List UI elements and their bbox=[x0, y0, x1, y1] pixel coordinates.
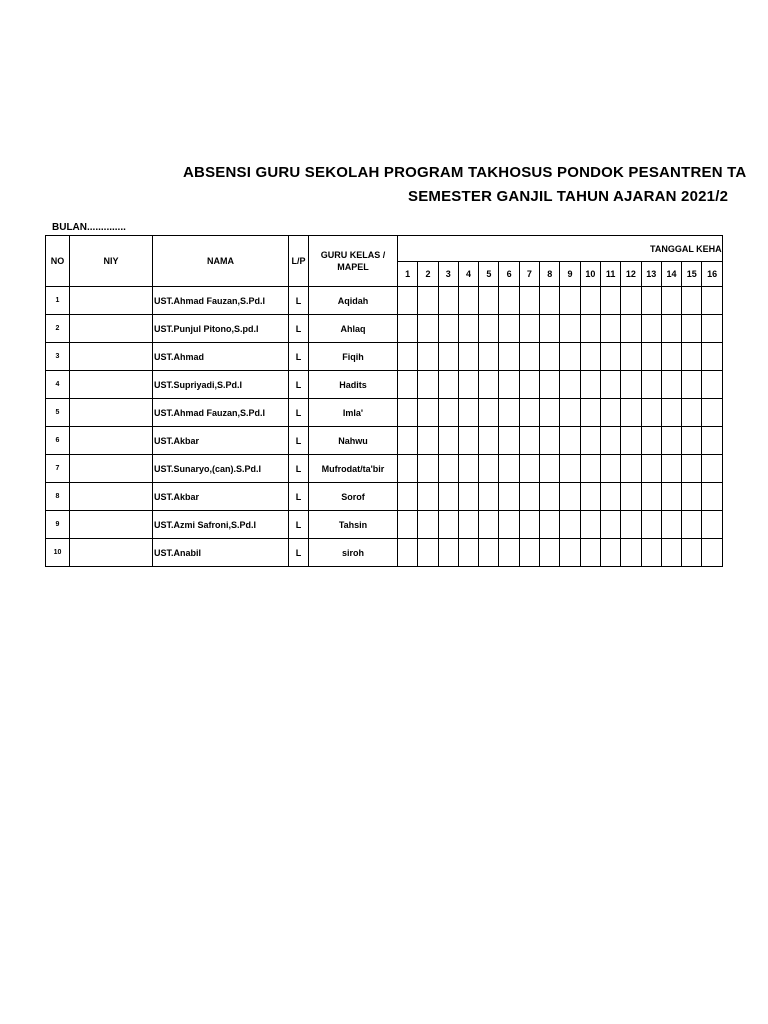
attendance-cell[interactable] bbox=[621, 399, 641, 427]
attendance-cell[interactable] bbox=[398, 427, 418, 455]
attendance-cell[interactable] bbox=[479, 511, 499, 539]
day-header: 12 bbox=[621, 262, 641, 287]
table-row bbox=[46, 483, 723, 511]
attendance-cell[interactable] bbox=[479, 315, 499, 343]
niy-cell bbox=[70, 511, 153, 539]
day-header: 15 bbox=[682, 262, 702, 287]
row-number: 10 bbox=[46, 539, 70, 567]
attendance-cell[interactable] bbox=[499, 343, 519, 371]
day-header: 2 bbox=[418, 262, 438, 287]
attendance-cell[interactable] bbox=[641, 427, 661, 455]
attendance-cell[interactable] bbox=[519, 427, 539, 455]
niy-cell bbox=[70, 315, 153, 343]
attendance-cell[interactable] bbox=[560, 427, 580, 455]
attendance-cell[interactable] bbox=[519, 315, 539, 343]
attendance-cell[interactable] bbox=[519, 343, 539, 371]
attendance-cell[interactable] bbox=[641, 287, 661, 315]
attendance-cell[interactable] bbox=[458, 511, 478, 539]
attendance-cell[interactable] bbox=[560, 343, 580, 371]
attendance-cell[interactable] bbox=[560, 315, 580, 343]
attendance-cell[interactable] bbox=[499, 511, 519, 539]
teacher-name: UST.Punjul Pitono,S.pd.I bbox=[153, 315, 289, 343]
attendance-cell[interactable] bbox=[458, 399, 478, 427]
gender-cell: L bbox=[289, 539, 309, 567]
attendance-cell[interactable] bbox=[458, 483, 478, 511]
teacher-name: UST.Akbar bbox=[153, 427, 289, 455]
attendance-cell[interactable] bbox=[499, 371, 519, 399]
header-no: NO bbox=[46, 236, 70, 287]
table-row bbox=[46, 455, 723, 483]
attendance-cell[interactable] bbox=[398, 539, 418, 567]
teacher-name: UST.Akbar bbox=[153, 483, 289, 511]
attendance-cell[interactable] bbox=[398, 483, 418, 511]
attendance-cell[interactable] bbox=[661, 315, 681, 343]
row-number: 1 bbox=[46, 287, 70, 315]
attendance-cell[interactable] bbox=[661, 539, 681, 567]
attendance-cell[interactable] bbox=[458, 427, 478, 455]
attendance-cell[interactable] bbox=[519, 483, 539, 511]
attendance-cell[interactable] bbox=[661, 343, 681, 371]
attendance-cell[interactable] bbox=[499, 315, 519, 343]
attendance-cell[interactable] bbox=[682, 483, 702, 511]
attendance-cell[interactable] bbox=[580, 427, 600, 455]
attendance-cell[interactable] bbox=[418, 455, 438, 483]
attendance-cell[interactable] bbox=[540, 455, 560, 483]
attendance-cell[interactable] bbox=[438, 427, 458, 455]
attendance-cell[interactable] bbox=[702, 511, 722, 539]
attendance-cell[interactable] bbox=[418, 483, 438, 511]
attendance-cell[interactable] bbox=[682, 343, 702, 371]
attendance-cell[interactable] bbox=[519, 371, 539, 399]
attendance-cell[interactable] bbox=[600, 399, 620, 427]
attendance-cell[interactable] bbox=[641, 399, 661, 427]
header-guru-kelas: GURU KELAS / MAPEL bbox=[309, 236, 398, 287]
attendance-cell[interactable] bbox=[641, 483, 661, 511]
day-header: 4 bbox=[458, 262, 478, 287]
gender-cell: L bbox=[289, 483, 309, 511]
attendance-cell[interactable] bbox=[621, 511, 641, 539]
gender-cell: L bbox=[289, 371, 309, 399]
teacher-name: UST.Ahmad bbox=[153, 343, 289, 371]
attendance-cell[interactable] bbox=[418, 287, 438, 315]
gender-cell: L bbox=[289, 343, 309, 371]
attendance-cell[interactable] bbox=[560, 483, 580, 511]
attendance-cell[interactable] bbox=[580, 399, 600, 427]
row-number: 5 bbox=[46, 399, 70, 427]
header-lp: L/P bbox=[289, 236, 309, 287]
attendance-cell[interactable] bbox=[560, 539, 580, 567]
attendance-cell[interactable] bbox=[661, 287, 681, 315]
attendance-cell[interactable] bbox=[702, 315, 722, 343]
attendance-cell[interactable] bbox=[458, 287, 478, 315]
attendance-cell[interactable] bbox=[621, 539, 641, 567]
table-row bbox=[46, 287, 723, 315]
niy-cell bbox=[70, 427, 153, 455]
attendance-cell[interactable] bbox=[600, 455, 620, 483]
attendance-cell[interactable] bbox=[621, 455, 641, 483]
attendance-cell[interactable] bbox=[540, 539, 560, 567]
attendance-cell[interactable] bbox=[682, 315, 702, 343]
attendance-cell[interactable] bbox=[580, 455, 600, 483]
attendance-cell[interactable] bbox=[682, 371, 702, 399]
attendance-cell[interactable] bbox=[479, 287, 499, 315]
attendance-cell[interactable] bbox=[458, 343, 478, 371]
attendance-cell[interactable] bbox=[519, 399, 539, 427]
attendance-cell[interactable] bbox=[600, 511, 620, 539]
attendance-cell[interactable] bbox=[702, 539, 722, 567]
row-number: 4 bbox=[46, 371, 70, 399]
attendance-cell[interactable] bbox=[560, 287, 580, 315]
month-label: BULAN.............. bbox=[52, 222, 126, 233]
attendance-cell[interactable] bbox=[458, 455, 478, 483]
teacher-name: UST.Azmi Safroni,S.Pd.I bbox=[153, 511, 289, 539]
attendance-cell[interactable] bbox=[519, 539, 539, 567]
subject-cell: Mufrodat/ta'bir bbox=[309, 455, 398, 483]
day-header: 7 bbox=[519, 262, 539, 287]
attendance-cell[interactable] bbox=[621, 483, 641, 511]
attendance-cell[interactable] bbox=[580, 315, 600, 343]
day-header: 16 bbox=[702, 262, 722, 287]
subject-cell: Ahlaq bbox=[309, 315, 398, 343]
attendance-cell[interactable] bbox=[682, 399, 702, 427]
subject-cell: Fiqih bbox=[309, 343, 398, 371]
attendance-table bbox=[45, 235, 723, 567]
attendance-cell[interactable] bbox=[580, 287, 600, 315]
attendance-cell[interactable] bbox=[458, 539, 478, 567]
attendance-cell[interactable] bbox=[641, 315, 661, 343]
attendance-cell[interactable] bbox=[600, 539, 620, 567]
gender-cell: L bbox=[289, 287, 309, 315]
table-body bbox=[46, 287, 723, 567]
attendance-cell[interactable] bbox=[661, 371, 681, 399]
attendance-cell[interactable] bbox=[418, 343, 438, 371]
day-header: 14 bbox=[661, 262, 681, 287]
attendance-cell[interactable] bbox=[560, 455, 580, 483]
table-row bbox=[46, 511, 723, 539]
attendance-cell[interactable] bbox=[540, 315, 560, 343]
gender-cell: L bbox=[289, 427, 309, 455]
day-header: 8 bbox=[540, 262, 560, 287]
attendance-cell[interactable] bbox=[661, 511, 681, 539]
attendance-cell[interactable] bbox=[398, 511, 418, 539]
attendance-cell[interactable] bbox=[479, 399, 499, 427]
attendance-cell[interactable] bbox=[641, 511, 661, 539]
attendance-cell[interactable] bbox=[398, 287, 418, 315]
niy-cell bbox=[70, 455, 153, 483]
attendance-cell[interactable] bbox=[540, 343, 560, 371]
table-row bbox=[46, 399, 723, 427]
attendance-cell[interactable] bbox=[479, 343, 499, 371]
gender-cell: L bbox=[289, 511, 309, 539]
attendance-cell[interactable] bbox=[418, 539, 438, 567]
attendance-cell[interactable] bbox=[661, 455, 681, 483]
row-number: 6 bbox=[46, 427, 70, 455]
attendance-cell[interactable] bbox=[499, 483, 519, 511]
attendance-cell[interactable] bbox=[641, 343, 661, 371]
attendance-cell[interactable] bbox=[682, 287, 702, 315]
attendance-cell[interactable] bbox=[438, 539, 458, 567]
row-number: 3 bbox=[46, 343, 70, 371]
attendance-cell[interactable] bbox=[641, 539, 661, 567]
attendance-cell[interactable] bbox=[560, 371, 580, 399]
day-header: 11 bbox=[600, 262, 620, 287]
attendance-cell[interactable] bbox=[540, 427, 560, 455]
attendance-cell[interactable] bbox=[418, 427, 438, 455]
attendance-cell[interactable] bbox=[438, 511, 458, 539]
attendance-cell[interactable] bbox=[702, 399, 722, 427]
document-title: ABSENSI GURU SEKOLAH PROGRAM TAKHOSUS PONDOK PESANTREN TA bbox=[183, 164, 747, 181]
gender-cell: L bbox=[289, 399, 309, 427]
attendance-cell[interactable] bbox=[600, 287, 620, 315]
subject-cell: Hadits bbox=[309, 371, 398, 399]
attendance-cell[interactable] bbox=[479, 539, 499, 567]
attendance-cell[interactable] bbox=[580, 483, 600, 511]
attendance-cell[interactable] bbox=[682, 539, 702, 567]
niy-cell bbox=[70, 343, 153, 371]
attendance-cell[interactable] bbox=[560, 511, 580, 539]
subject-cell: Aqidah bbox=[309, 287, 398, 315]
gender-cell: L bbox=[289, 455, 309, 483]
day-header: 9 bbox=[560, 262, 580, 287]
header-nama: NAMA bbox=[153, 236, 289, 287]
attendance-cell[interactable] bbox=[540, 287, 560, 315]
attendance-cell[interactable] bbox=[621, 287, 641, 315]
attendance-cell[interactable] bbox=[661, 483, 681, 511]
attendance-cell[interactable] bbox=[540, 371, 560, 399]
attendance-cell[interactable] bbox=[600, 343, 620, 371]
day-header: 1 bbox=[398, 262, 418, 287]
attendance-cell[interactable] bbox=[641, 455, 661, 483]
header-niy: NIY bbox=[70, 236, 153, 287]
table-row bbox=[46, 427, 723, 455]
attendance-cell[interactable] bbox=[621, 315, 641, 343]
teacher-name: UST.Anabil bbox=[153, 539, 289, 567]
attendance-cell[interactable] bbox=[600, 427, 620, 455]
attendance-cell[interactable] bbox=[682, 455, 702, 483]
attendance-cell[interactable] bbox=[641, 371, 661, 399]
day-header: 6 bbox=[499, 262, 519, 287]
attendance-cell[interactable] bbox=[540, 399, 560, 427]
attendance-cell[interactable] bbox=[519, 511, 539, 539]
day-header: 5 bbox=[479, 262, 499, 287]
attendance-cell[interactable] bbox=[519, 287, 539, 315]
niy-cell bbox=[70, 399, 153, 427]
attendance-cell[interactable] bbox=[479, 427, 499, 455]
attendance-cell[interactable] bbox=[499, 399, 519, 427]
day-header: 10 bbox=[580, 262, 600, 287]
teacher-name: UST.Sunaryo,(can).S.Pd.I bbox=[153, 455, 289, 483]
attendance-cell[interactable] bbox=[499, 455, 519, 483]
day-header: 3 bbox=[438, 262, 458, 287]
subject-cell: Sorof bbox=[309, 483, 398, 511]
attendance-cell[interactable] bbox=[621, 427, 641, 455]
attendance-cell[interactable] bbox=[479, 455, 499, 483]
table-row bbox=[46, 315, 723, 343]
teacher-name: UST.Supriyadi,S.Pd.I bbox=[153, 371, 289, 399]
attendance-cell[interactable] bbox=[438, 315, 458, 343]
attendance-cell[interactable] bbox=[438, 483, 458, 511]
attendance-cell[interactable] bbox=[398, 399, 418, 427]
attendance-cell[interactable] bbox=[540, 483, 560, 511]
attendance-cell[interactable] bbox=[438, 287, 458, 315]
attendance-cell[interactable] bbox=[418, 315, 438, 343]
row-number: 9 bbox=[46, 511, 70, 539]
subject-cell: siroh bbox=[309, 539, 398, 567]
attendance-cell[interactable] bbox=[600, 483, 620, 511]
subject-cell: Nahwu bbox=[309, 427, 398, 455]
attendance-cell[interactable] bbox=[661, 427, 681, 455]
teacher-name: UST.Ahmad Fauzan,S.Pd.I bbox=[153, 287, 289, 315]
row-number: 8 bbox=[46, 483, 70, 511]
attendance-cell[interactable] bbox=[702, 483, 722, 511]
attendance-cell[interactable] bbox=[438, 399, 458, 427]
table-row bbox=[46, 371, 723, 399]
attendance-cell[interactable] bbox=[560, 399, 580, 427]
attendance-cell[interactable] bbox=[398, 343, 418, 371]
niy-cell bbox=[70, 287, 153, 315]
attendance-cell[interactable] bbox=[702, 287, 722, 315]
attendance-cell[interactable] bbox=[702, 343, 722, 371]
attendance-cell[interactable] bbox=[398, 371, 418, 399]
attendance-cell[interactable] bbox=[580, 539, 600, 567]
teacher-name: UST.Ahmad Fauzan,S.Pd.I bbox=[153, 399, 289, 427]
attendance-cell[interactable] bbox=[479, 483, 499, 511]
attendance-cell[interactable] bbox=[580, 343, 600, 371]
attendance-cell[interactable] bbox=[458, 315, 478, 343]
table-row bbox=[46, 539, 723, 567]
row-number: 2 bbox=[46, 315, 70, 343]
attendance-cell[interactable] bbox=[398, 315, 418, 343]
subject-cell: Tahsin bbox=[309, 511, 398, 539]
attendance-cell[interactable] bbox=[418, 399, 438, 427]
attendance-cell[interactable] bbox=[418, 511, 438, 539]
attendance-cell[interactable] bbox=[702, 427, 722, 455]
attendance-cell[interactable] bbox=[580, 371, 600, 399]
attendance-cell[interactable] bbox=[398, 455, 418, 483]
attendance-cell[interactable] bbox=[580, 511, 600, 539]
attendance-cell[interactable] bbox=[600, 371, 620, 399]
attendance-cell[interactable] bbox=[438, 343, 458, 371]
attendance-cell[interactable] bbox=[418, 371, 438, 399]
subject-cell: Imla' bbox=[309, 399, 398, 427]
attendance-cell[interactable] bbox=[499, 287, 519, 315]
table-row bbox=[46, 343, 723, 371]
attendance-cell[interactable] bbox=[519, 455, 539, 483]
attendance-cell[interactable] bbox=[621, 371, 641, 399]
document-subtitle: SEMESTER GANJIL TAHUN AJARAN 2021/2 bbox=[408, 188, 729, 205]
attendance-cell[interactable] bbox=[702, 455, 722, 483]
attendance-cell[interactable] bbox=[682, 427, 702, 455]
attendance-cell[interactable] bbox=[458, 371, 478, 399]
attendance-cell[interactable] bbox=[682, 511, 702, 539]
attendance-cell[interactable] bbox=[661, 399, 681, 427]
attendance-cell[interactable] bbox=[600, 315, 620, 343]
attendance-cell[interactable] bbox=[621, 343, 641, 371]
attendance-sheet bbox=[45, 235, 768, 576]
gender-cell: L bbox=[289, 315, 309, 343]
attendance-cell[interactable] bbox=[499, 539, 519, 567]
attendance-cell[interactable] bbox=[499, 427, 519, 455]
day-header: 13 bbox=[641, 262, 661, 287]
niy-cell bbox=[70, 539, 153, 567]
attendance-cell[interactable] bbox=[702, 371, 722, 399]
attendance-cell[interactable] bbox=[479, 371, 499, 399]
attendance-cell[interactable] bbox=[438, 455, 458, 483]
attendance-cell[interactable] bbox=[438, 371, 458, 399]
niy-cell bbox=[70, 483, 153, 511]
row-number: 7 bbox=[46, 455, 70, 483]
header-tanggal-kehadiran: TANGGAL KEHA bbox=[398, 236, 723, 262]
attendance-cell[interactable] bbox=[540, 511, 560, 539]
niy-cell bbox=[70, 371, 153, 399]
